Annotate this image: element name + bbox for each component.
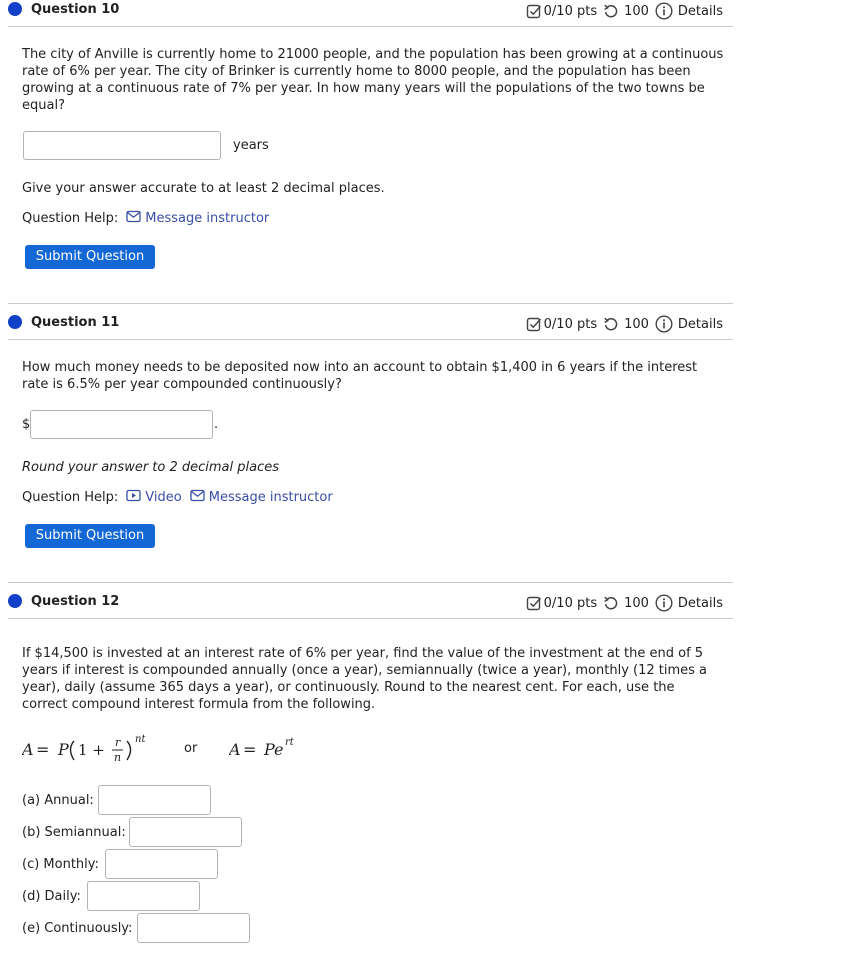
question-status-dot [8, 594, 22, 608]
message-instructor-label: Message instructor [208, 490, 333, 505]
question-divider [8, 582, 733, 583]
question-title: Question 12 [31, 594, 120, 609]
svg-text:r: r [115, 736, 121, 749]
info-icon [655, 594, 673, 612]
svg-text:A: A [229, 740, 241, 759]
message-instructor-link[interactable] [126, 210, 269, 227]
question-status-dot [8, 2, 22, 16]
question-help [22, 489, 333, 506]
svg-text:P: P [58, 740, 69, 759]
svg-text:=: = [36, 740, 50, 759]
details-button[interactable] [655, 2, 723, 20]
question-help-label: Question Help: [22, 211, 119, 226]
points-label: 0/10 pts [543, 595, 598, 611]
svg-text:=: = [243, 740, 257, 759]
continuously-input[interactable] [137, 913, 250, 943]
attempts-label: 100 [624, 3, 649, 19]
question-header [8, 592, 733, 619]
annual-input[interactable] [98, 785, 211, 815]
question-help-label: Question Help: [22, 490, 119, 505]
currency-symbol: $ [22, 417, 31, 432]
retry-icon [603, 3, 619, 19]
video-label: Video [145, 490, 182, 505]
info-icon [655, 315, 673, 333]
details-label: Details [677, 595, 723, 611]
svg-text:n: n [114, 751, 122, 764]
attempts-label: 100 [624, 595, 649, 611]
question-divider [8, 303, 733, 304]
answer-input[interactable] [23, 131, 221, 160]
continuous-interest-formula [229, 733, 309, 773]
question-text: If $14,500 is invested at an interest rate of 6% per year, find the value of the investment at the end of 5 years if interest is compounded annually (once a year), semiannually (twice a year), monthly (12 times a year), daily (assume 365 days a year), or continuously. Round to the nearest cent. For each, use the correct compound interest formula from the following. [22, 646, 708, 712]
question-meta [526, 315, 723, 333]
question-text: The city of Anville is currently home to 21000 people, and the population has been growing at a continuous rate of 6% per year. The city of Brinker is currently home to 8000 people, and the population has been growing at a continuous rate of 7% per year. In how many years will the populations of the two towns be equal? [22, 47, 724, 113]
checkbox-icon [526, 595, 542, 611]
details-label: Details [677, 3, 723, 19]
svg-text:nt: nt [135, 734, 146, 745]
question-title: Question 11 [31, 315, 120, 330]
submit-question-button[interactable]: Submit Question [25, 245, 155, 269]
part-label-continuously: (e) Continuously: [22, 921, 133, 936]
question-meta [526, 594, 723, 612]
part-label-annual: (a) Annual: [22, 793, 94, 808]
question-header [8, 0, 733, 27]
mail-icon [126, 210, 145, 227]
info-icon [655, 2, 673, 20]
question-title: Question 10 [31, 2, 120, 17]
checkbox-icon [526, 316, 542, 332]
svg-text:rt: rt [285, 737, 294, 748]
points-label: 0/10 pts [543, 3, 598, 19]
answer-input[interactable] [30, 410, 213, 439]
details-button[interactable] [655, 594, 723, 612]
checkbox-icon [526, 3, 542, 19]
question-help [22, 210, 269, 227]
formula-graphic [229, 733, 309, 769]
answer-period: . [214, 417, 219, 432]
answer-instruction: Round your answer to 2 decimal places [22, 460, 280, 475]
formula-or: or [184, 741, 198, 756]
attempts-label: 100 [624, 316, 649, 332]
answer-instruction: Give your answer accurate to at least 2 decimal places. [22, 181, 385, 196]
mail-icon [190, 489, 209, 506]
question-text: How much money needs to be deposited now into an account to obtain $1,400 in 6 years if the interest rate is 6.5% per year compounded continuously? [22, 360, 698, 392]
video-icon [126, 489, 145, 506]
part-label-semiannual: (b) Semiannual: [22, 825, 126, 840]
question-meta [526, 2, 723, 20]
submit-question-button[interactable]: Submit Question [25, 524, 155, 548]
retry-icon [603, 316, 619, 332]
details-button[interactable] [655, 315, 723, 333]
answer-unit-label: years [233, 138, 269, 153]
daily-input[interactable] [87, 881, 200, 911]
retry-icon [603, 595, 619, 611]
question-header [8, 313, 733, 340]
semiannual-input[interactable] [129, 817, 242, 847]
points-label: 0/10 pts [543, 316, 598, 332]
monthly-input[interactable] [105, 849, 218, 879]
part-label-monthly: (c) Monthly: [22, 857, 99, 872]
video-link[interactable] [126, 489, 181, 506]
svg-text:1 +: 1 + [78, 741, 105, 759]
svg-text:A: A [22, 740, 34, 759]
details-label: Details [677, 316, 723, 332]
question-status-dot [8, 315, 22, 329]
svg-text:Pe: Pe [264, 740, 284, 759]
message-instructor-link[interactable] [190, 489, 333, 506]
part-label-daily: (d) Daily: [22, 889, 81, 904]
message-instructor-label: Message instructor [145, 211, 270, 226]
